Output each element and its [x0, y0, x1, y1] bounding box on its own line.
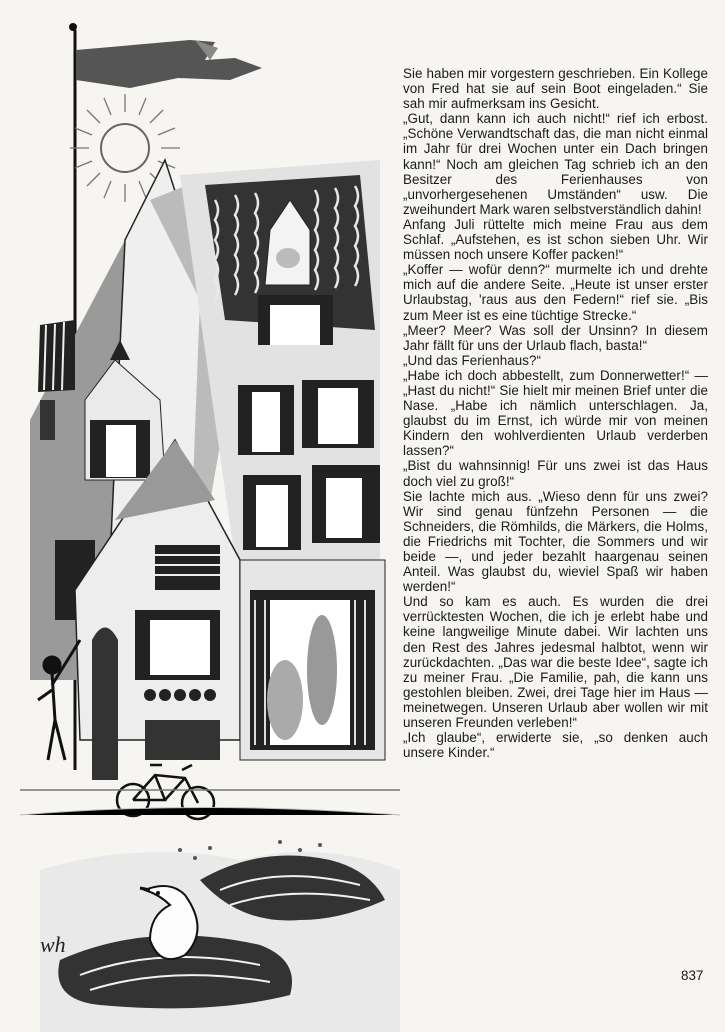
paragraph: „Meer? Meer? Was soll der Unsinn? In diesem Jahr fällt für uns der Urlaub flach, basta!“ [403, 322, 708, 353]
page-number: 837 [681, 968, 704, 983]
arched-door [92, 628, 118, 781]
paragraph: Sie lachte mich aus. „Wieso denn für uns zwei? Wir sind genau fünfzehn Personen — die Schneiders, die Römhilds, die Märkers, die Holms, die Friedrichs mit Tochter, die Sommers und wir beide —, und jeder bezahlt haargenau seinen Anteil. Was glaubst du, wieviel Spaß wir haben werden!“ [403, 488, 708, 595]
story-text [403, 66, 708, 760]
paragraph: „Gut, dann kann ich auch nicht!“ rief ich erbost. „Schöne Verwandtschaft das, die man nicht einmal im Jahr für drei Wochen unter ein Dach bringen kann!“ Noch am gleichen Tag schrieb ich an den Besitzer des Ferienhauses von „unvorhergesehenen Umständen“ usw. Die zweihundert Mark waren selbstverständlich dahin! [403, 111, 708, 217]
water-waves [40, 840, 400, 1032]
paragraph: Anfang Juli rüttelte mich meine Frau aus dem Schlaf. „Aufstehen, es ist schon sieben Uhr. Wir müssen noch unsere Koffer packen!“ [403, 216, 708, 263]
paragraph: Und so kam es auch. Es wurden die drei verrücktesten Wochen, die ich je erlebt habe und keine langweilige Minute dabei. Wir lachten uns den Rest des Jahres jedesmal halbtot, wenn wir zurückdachten. „Das war die beste Idee“, sagte ich zu meiner Frau. „Die Familie, pah, die kann uns gestohlen bleiben. Zwei, drei Tage hier im Haus — meinetwegen. Unseren Urlaub aber wollen wir mit unseren Freunden verleben!“ [403, 594, 708, 731]
paragraph: „Ich glaube“, erwiderte sie, „so denken auch unsere Kinder.“ [403, 730, 708, 761]
artist-signature: wh [40, 932, 66, 957]
paragraph: „Bist du wahnsinnig! Für uns zwei ist das Haus doch viel zu groß!“ [403, 458, 708, 489]
paragraph: „Habe ich doch abbestellt, zum Donnerwetter!“ — „Hast du nicht!“ Sie hielt mir meinen Brief unter die Nase. „Habe ich nämlich unterschlagen. Ja, glaubst du im Ernst, ich würde mir von meinen Kindern den wohlverdienten Urlaub verderben lassen?“ [403, 367, 708, 459]
paragraph: Sie haben mir vorgestern geschrieben. Ein Kollege von Fred hat sie auf sein Boot eingeladen.“ Sie sah mir aufmerksam ins Gesicht. [403, 66, 708, 112]
balcony-house [240, 560, 385, 760]
paragraph: „Koffer — wofür denn?“ murmelte ich und drehte mich auf die andere Seite. „Heute ist unser erster Urlaubstag, 'raus aus den Federn!“ rief sie. „Bis zum Meer ist es eine tüchtige Strecke.“ [403, 262, 708, 323]
paragraph: „Und das Ferienhaus?“ [403, 352, 542, 368]
